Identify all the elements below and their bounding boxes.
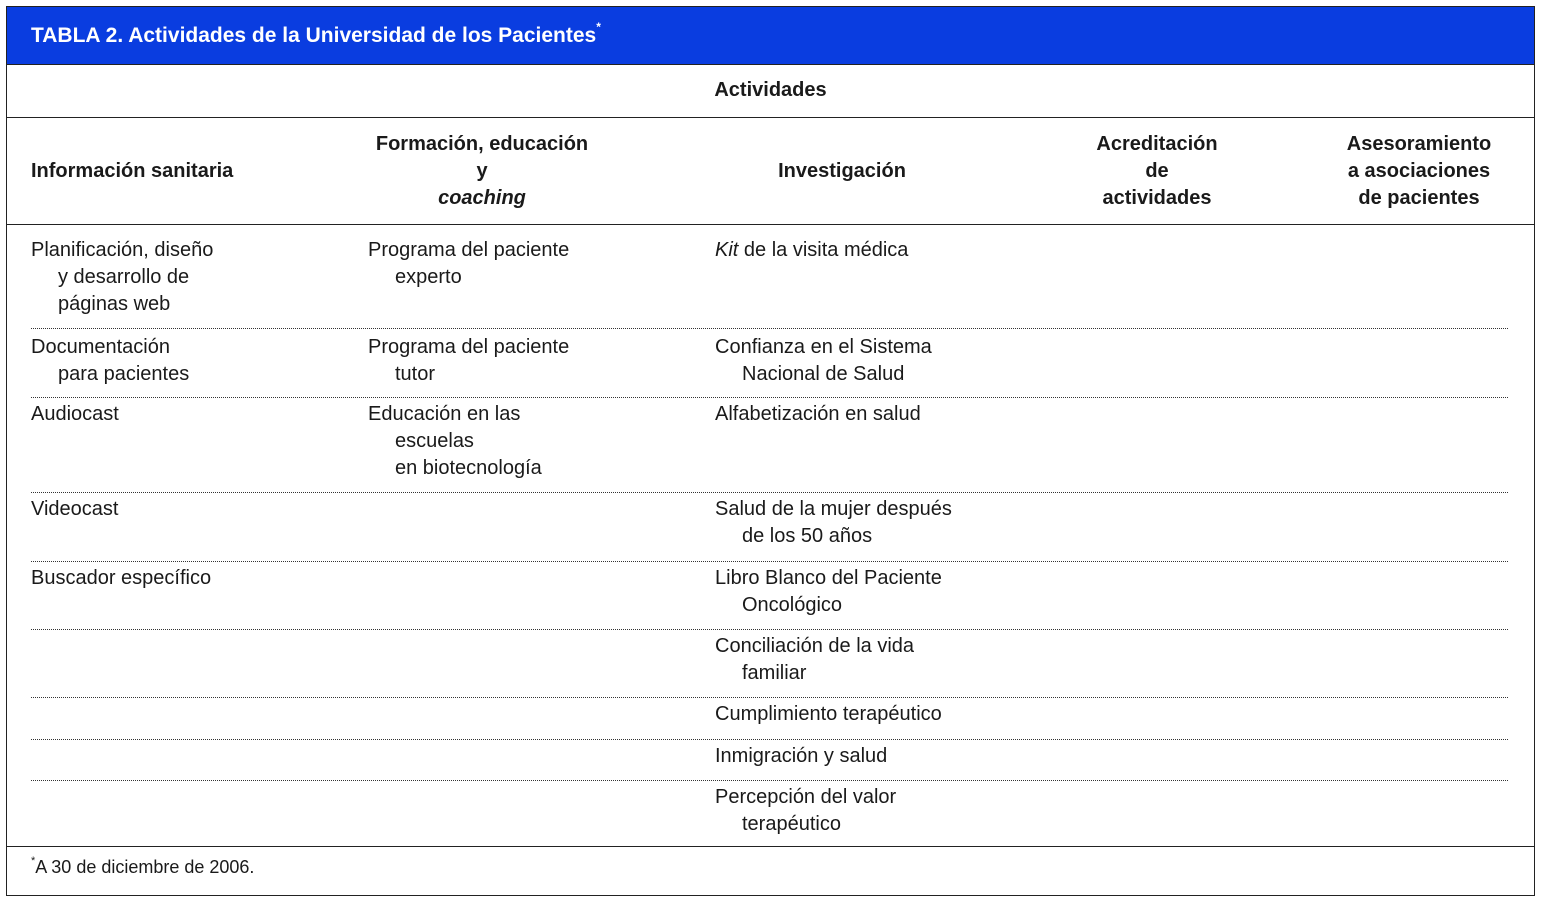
cell-line: Programa del paciente (368, 336, 570, 358)
footnote-text: A 30 de diciembre de 2006. (35, 857, 255, 877)
cell-line: terapéutico (742, 813, 841, 835)
cell-line: páginas web (58, 293, 171, 315)
header-acreditacion-line1: Acreditación (1096, 133, 1218, 155)
cell-investigacion (715, 565, 942, 619)
cell-line: Videocast (31, 498, 119, 520)
header-formacion (357, 131, 607, 212)
cell-line: Conciliación de la vida (715, 635, 915, 657)
header-acreditacion-line3: actividades (1102, 187, 1212, 209)
cell-formacion (368, 401, 542, 482)
cell-line: Buscador específico (31, 567, 212, 589)
cell-line: tutor (395, 363, 436, 385)
cell-line: Educación en las (368, 403, 521, 425)
header-informacion-sanitaria (31, 158, 233, 185)
header-asesoramiento-line1: Asesoramiento (1346, 133, 1492, 155)
title-footnote-mark: * (596, 20, 601, 34)
table-row (31, 225, 1508, 329)
cell-line: Confianza en el Sistema (715, 336, 932, 358)
cell-line: Salud de la mujer después (715, 498, 952, 520)
cell-investigacion (715, 496, 952, 550)
header-acreditacion (1067, 131, 1247, 212)
cell-investigacion (715, 401, 921, 428)
footnote-area (7, 846, 1534, 895)
cell-line: Audiocast (31, 403, 119, 425)
header-formacion-line2: y (476, 160, 488, 182)
table-row (31, 397, 1508, 493)
table-row (31, 739, 1508, 781)
header-acreditacion-line2: de (1145, 160, 1169, 182)
cell-line: para pacientes (58, 363, 190, 385)
cell-line: Nacional de Salud (742, 363, 905, 385)
cell-line: escuelas (395, 430, 474, 452)
footnote-mark: * (31, 855, 36, 867)
table-row (31, 328, 1508, 398)
header-investigacion-line: Investigación (778, 160, 906, 182)
header-asesoramiento-line3: de pacientes (1358, 187, 1480, 209)
table-row (31, 697, 1508, 740)
cell-investigacion (715, 334, 932, 388)
cell-line: Alfabetización en salud (715, 403, 921, 425)
cell-informacion (31, 237, 213, 318)
cell-line: familiar (742, 662, 807, 684)
table-row (31, 561, 1508, 630)
table-frame (6, 6, 1535, 896)
cell-informacion (31, 565, 211, 592)
cell-line: Inmigración y salud (715, 745, 888, 767)
cell-line: Libro Blanco del Paciente (715, 567, 942, 589)
cell-investigacion (715, 701, 942, 728)
cell-investigacion (715, 743, 887, 770)
cell-investigacion (715, 784, 896, 838)
activities-super-header (7, 65, 1534, 118)
cell-line: en biotecnología (395, 457, 542, 479)
header-investigacion (747, 158, 937, 185)
cell-line: experto (395, 266, 462, 288)
cell-line: Documentación (31, 336, 170, 358)
cell-formacion (368, 334, 569, 388)
footnote (31, 857, 254, 878)
table-row (31, 780, 1508, 846)
kit-italic: Kit (715, 239, 739, 261)
cell-informacion (31, 401, 119, 428)
cell-line-rest: de la visita médica (738, 239, 909, 261)
cell-investigacion (715, 633, 914, 687)
table-body (7, 225, 1534, 848)
header-formacion-line1: Formación, educación (375, 133, 589, 155)
cell-line: y desarrollo de (58, 266, 190, 288)
header-informacion-sanitaria-line: Información sanitaria (31, 160, 234, 182)
cell-line: Planificación, diseño (31, 239, 214, 261)
header-asesoramiento (1327, 131, 1511, 212)
cell-line: Programa del paciente (368, 239, 570, 261)
column-header-row (7, 118, 1534, 225)
cell-line (715, 237, 908, 264)
cell-line: Cumplimiento terapéutico (715, 703, 942, 725)
cell-informacion (31, 334, 189, 388)
cell-line: Percepción del valor (715, 786, 897, 808)
header-asesoramiento-line2: a asociaciones (1347, 160, 1491, 182)
table-title-text: TABLA 2. Actividades de la Universidad de los Pacientes (31, 24, 597, 47)
cell-line: de los 50 años (742, 525, 873, 547)
cell-investigacion (715, 237, 908, 264)
cell-informacion (31, 496, 118, 523)
table-row (31, 629, 1508, 698)
header-formacion-line3: coaching (438, 187, 526, 209)
activities-header-label: Actividades (714, 79, 827, 101)
cell-line: Oncológico (742, 594, 843, 616)
title-bar (7, 7, 1534, 65)
table-title (31, 20, 601, 48)
cell-formacion (368, 237, 569, 291)
table-row (31, 492, 1508, 562)
